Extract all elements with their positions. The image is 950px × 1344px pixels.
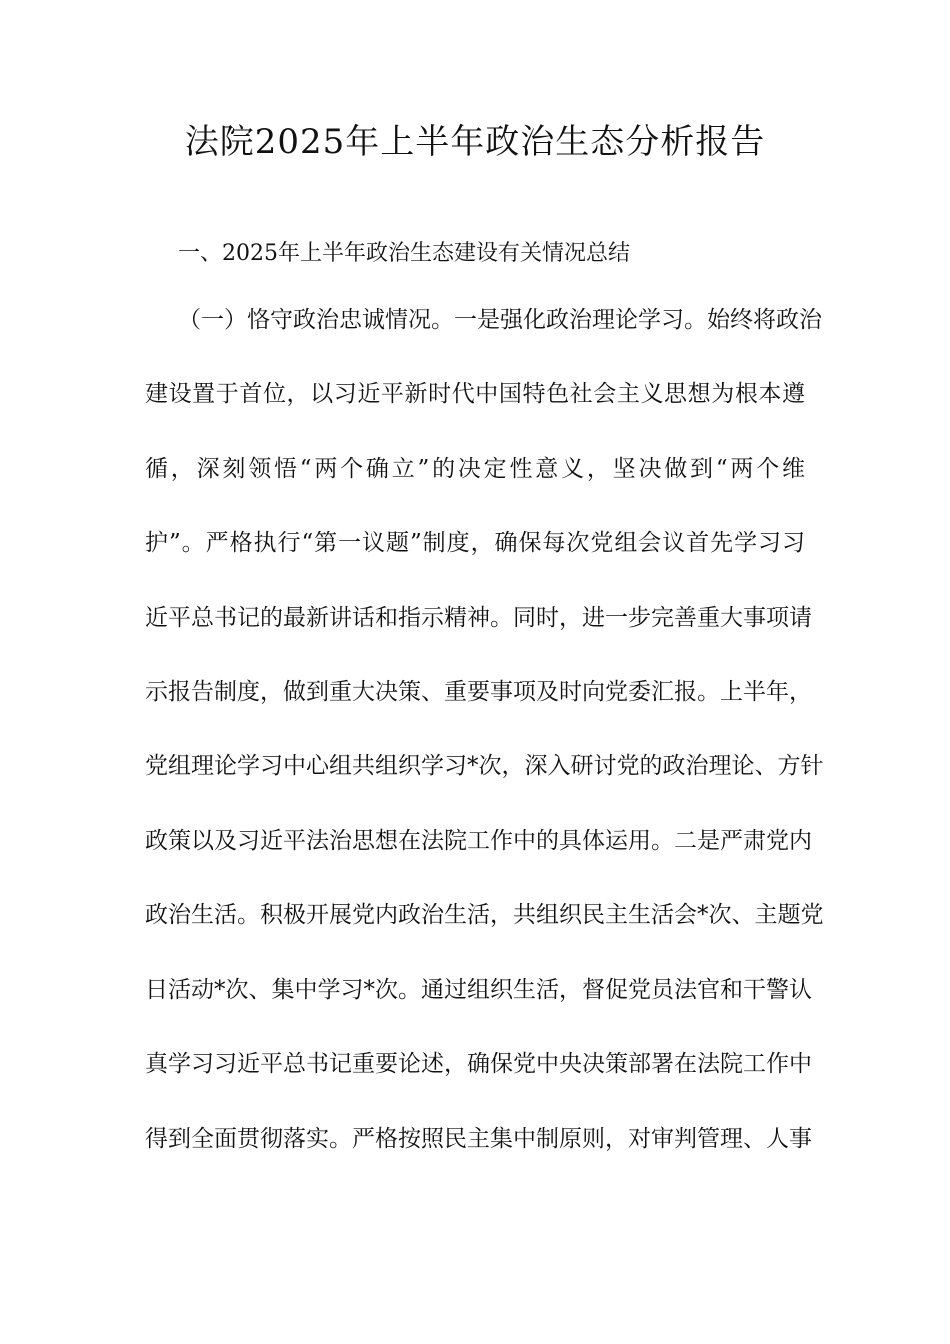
body-line: 政治生活。积极开展党内政治生活，共组织民主生活会*次、主题党 xyxy=(145,902,824,928)
document-title: 法院2025年上半年政治生态分析报告 xyxy=(184,122,766,162)
body-line: 党组理论学习中心组共组织学习*次，深入研讨党的政治理论、方针 xyxy=(145,753,824,779)
body-line: 真学习习近平总书记重要论述，确保党中央决策部署在法院工作中 xyxy=(145,1051,812,1077)
body-line: 示报告制度，做到重大决策、重要事项及时向党委汇报。上半年， xyxy=(145,679,812,705)
body-line: 日活动*次、集中学习*次。通过组织生活，督促党员法官和干警认 xyxy=(145,977,812,1003)
body-line: 护”。严格执行“第一议题”制度，确保每次党组会议首先学习习 xyxy=(145,530,805,556)
section-heading: 一、2025年上半年政治生态建设有关情况总结 xyxy=(178,241,630,266)
body-line: （一）恪守政治忠诚情况。一是强化政治理论学习。始终将政治 xyxy=(178,307,822,333)
body-line: 近平总书记的最新讲话和指示精神。同时，进一步完善重大事项请 xyxy=(145,605,812,631)
body-line: 循，深刻领悟“两个确立”的决定性意义，坚决做到“两个维 xyxy=(145,456,805,482)
body-line: 得到全面贯彻落实。严格按照民主集中制原则，对审判管理、人事 xyxy=(145,1126,812,1152)
body-line: 政策以及习近平法治思想在法院工作中的具体运用。二是严肃党内 xyxy=(145,828,812,854)
body-line: 建设置于首位，以习近平新时代中国特色社会主义思想为根本遵 xyxy=(145,381,805,407)
